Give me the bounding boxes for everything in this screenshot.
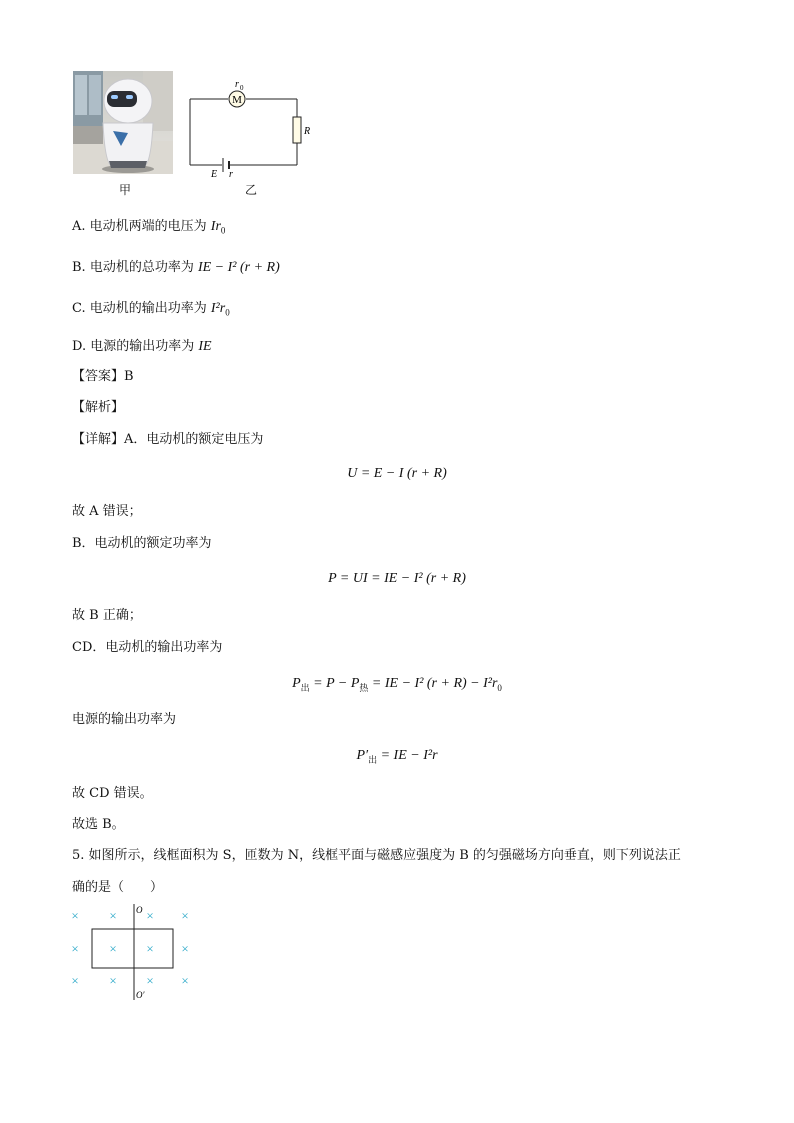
option-d-math: IE xyxy=(198,339,212,354)
field-cross-1-3: × xyxy=(181,941,189,956)
b-intro-text: B．电动机的额定功率为 xyxy=(72,536,212,551)
analysis-label: 【解析】 xyxy=(72,400,125,415)
option-b-math: IE − I² (r + R) xyxy=(197,260,280,275)
emf-label: E xyxy=(211,169,218,180)
option-b[interactable] xyxy=(72,259,280,277)
source-intro-text: 电源的输出功率为 xyxy=(72,712,177,727)
option-a[interactable] xyxy=(72,218,225,240)
motor-symbol: M xyxy=(232,94,242,106)
field-cross-0-2: × xyxy=(146,908,154,923)
motor-resistance-label: r xyxy=(235,79,239,90)
option-a-math: Ir xyxy=(210,219,221,234)
cd-wrong-text: 故 CD 错误。 xyxy=(72,786,153,801)
motor-resistance-sub: 0 xyxy=(240,84,244,92)
cd-intro-text: CD．电动机的输出功率为 xyxy=(72,640,223,655)
equation-power: P = UI = IE − I² (r + R) xyxy=(328,571,466,586)
option-c-text: C. 电动机的输出功率为 xyxy=(72,301,211,316)
field-cross-1-2: × xyxy=(146,941,154,956)
field-cross-2-3: × xyxy=(181,973,189,988)
question5-line1: 5. 如图所示，线框面积为 S，匝数为 N，线框平面与磁感应强度为 B 的匀强磁场方向垂直，则下列说法正 xyxy=(72,848,681,863)
choose-text: 故选 B。 xyxy=(72,817,125,832)
option-c-math: I²r xyxy=(210,301,226,316)
field-cross-0-3: × xyxy=(181,908,189,923)
circuit-diagram xyxy=(185,75,320,185)
option-c[interactable] xyxy=(72,300,230,322)
field-cross-0-0: × xyxy=(71,908,79,923)
equation-source-output: $P'_出$ = IE − I²r xyxy=(356,748,438,765)
magnetic-field-figure xyxy=(65,902,200,1002)
option-a-math-sub: 0 xyxy=(220,225,226,236)
field-cross-2-1: × xyxy=(109,973,117,988)
figure-jia-caption: 甲 xyxy=(118,183,131,197)
field-cross-2-0: × xyxy=(71,973,79,988)
option-c-math-sub: 0 xyxy=(225,307,230,318)
a-wrong-text: 故 A 错误； xyxy=(72,504,142,519)
field-cross-1-0: × xyxy=(71,941,79,956)
internal-resistance-label: r xyxy=(229,169,233,180)
option-b-text: B. 电动机的总功率为 xyxy=(72,260,198,275)
answer-label: 【答案】 xyxy=(72,369,125,384)
robot-photo xyxy=(73,71,173,174)
field-cross-2-2: × xyxy=(146,973,154,988)
equation-output-power: $P_出 = P - P_热$ = IE − I² $(r + R) - I^2r_0$ xyxy=(292,676,502,693)
b-right-text: 故 B 正确； xyxy=(72,608,142,623)
answer-value: B xyxy=(124,369,134,384)
question5-line2: 确的是（ ） xyxy=(72,880,164,895)
option-a-text: A. 电动机两端的电压为 xyxy=(72,219,211,234)
option-d[interactable] xyxy=(72,338,212,356)
answer-line xyxy=(72,368,134,386)
axis-bottom-label: O′ xyxy=(136,990,145,1000)
figure-yi-caption: 乙 xyxy=(244,183,257,197)
resistor-label: R xyxy=(304,126,311,137)
field-cross-0-1: × xyxy=(109,908,117,923)
field-cross-1-1: × xyxy=(109,941,117,956)
option-d-text: D. 电源的输出功率为 xyxy=(72,339,199,354)
equation-voltage: U = E − I (r + R) xyxy=(347,466,447,481)
axis-top-label: O xyxy=(136,905,143,915)
detail-intro: 【详解】A．电动机的额定电压为 xyxy=(72,432,264,447)
